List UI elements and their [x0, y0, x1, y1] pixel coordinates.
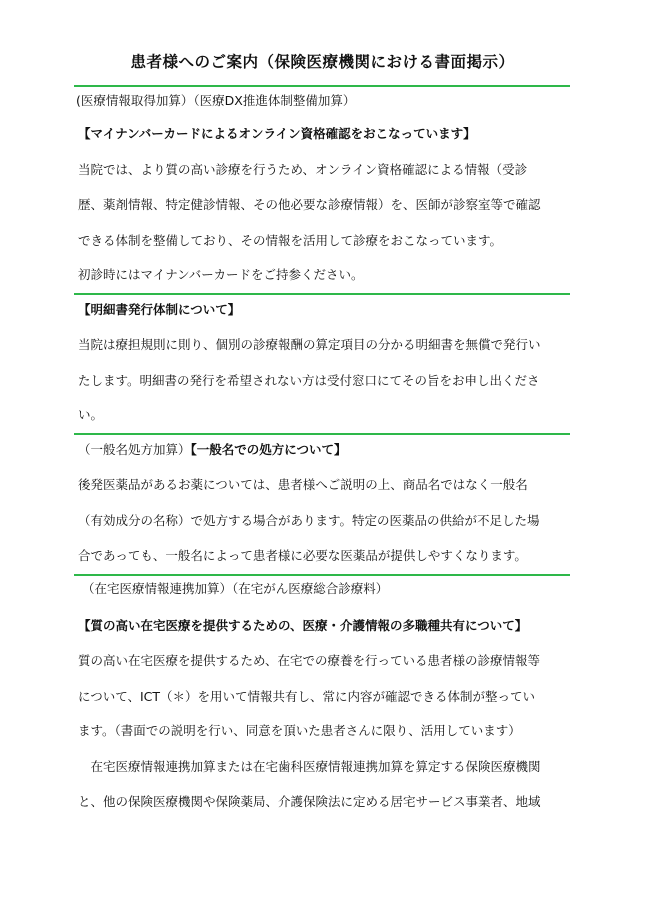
section1-line: できる体制を整備しており、その情報を活用して診療をおこなっています。 [78, 233, 503, 248]
section1-line: 歴、薬剤情報、特定健診情報、その他必要な診療情報）を、医師が診察室等で確認 [78, 197, 541, 212]
section3-line: （有効成分の名称）で処方する場合があります。特定の医薬品の供給が不足した場 [78, 513, 540, 528]
section3-line: 後発医薬品があるお薬については、患者様へご説明の上、商品名ではなく一般名 [78, 477, 528, 492]
section3-tag: （一般名処方加算） [78, 442, 191, 457]
section1-heading: 【マイナンバーカードによるオンライン資格確認をおこなっています】 [78, 126, 476, 141]
section4-tags: （在宅医療情報連携加算）（在宅がん医療総合診療料） [82, 581, 389, 596]
section1-line: 当院では、より質の高い診療を行うため、オンライン資格確認による情報（受診 [78, 162, 528, 177]
section2-heading: 【明細書発行体制について】 [78, 302, 241, 317]
page-title: 患者様へのご案内（保険医療機関における書面掲示） [130, 53, 515, 71]
section4-line: と、他の保険医療機関や保険薬局、介護保険法に定める居宅サービス事業者、地域 [78, 794, 541, 809]
section2-line: たします。明細書の発行を希望されない方は受付窓口にてその旨をお申し出くださ [78, 373, 540, 388]
divider-2 [74, 293, 570, 295]
section2-line: 当院は療担規則に則り、個別の診療報酬の算定項目の分かる明細書を無償で発行い [78, 337, 541, 352]
section4-line: 質の高い在宅医療を提供するため、在宅での療養を行っている患者様の診療情報等 [78, 653, 541, 668]
section2-line: い。 [78, 407, 104, 422]
divider-1 [74, 85, 570, 87]
section4-line: 在宅医療情報連携加算または在宅歯科医療情報連携加算を算定する保険医療機関 [78, 759, 541, 774]
section4-line: ます。（書面での説明を行い、同意を頂いた患者さんに限り、活用しています） [78, 723, 521, 738]
divider-4 [74, 574, 570, 576]
section3-title-line [78, 442, 347, 458]
section1-line: 初診時にはマイナンバーカードをご持参ください。 [78, 267, 364, 282]
section4-line: について、ICT（＊）を用いて情報共有し、常に内容が確認できる体制が整ってい [78, 689, 536, 704]
section4-heading: 【質の高い在宅医療を提供するための、医療・介護情報の多職種共有について】 [78, 618, 528, 633]
divider-3 [74, 433, 570, 435]
section1-tags: (医療情報取得加算）（医療DX推進体制整備加算） [76, 93, 356, 108]
section3-heading: 【一般名での処方について】 [190, 442, 347, 457]
section3-line: 合であっても、一般名によって患者様に必要な医薬品が提供しやすくなります。 [78, 548, 527, 563]
